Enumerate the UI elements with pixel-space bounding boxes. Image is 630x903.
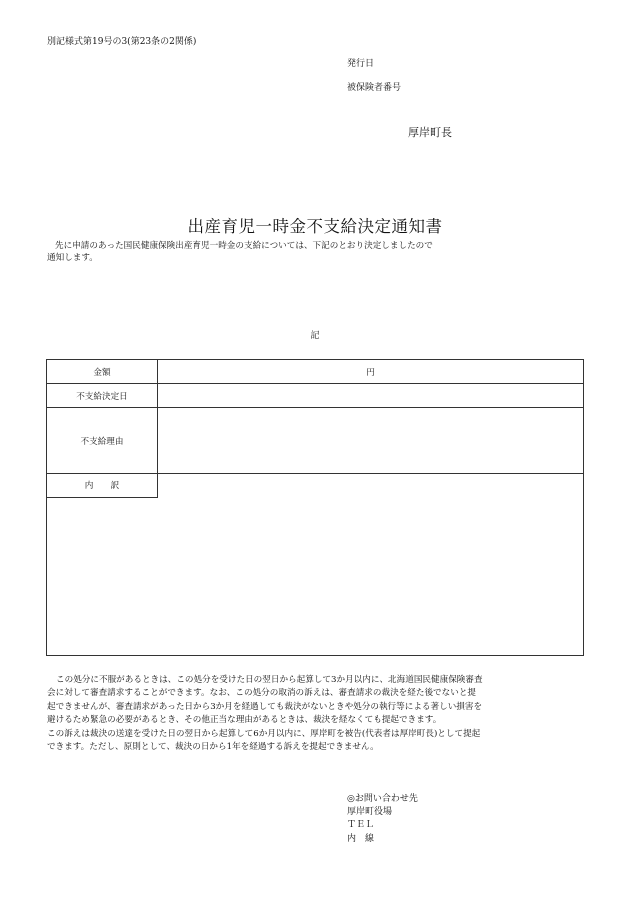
breakdown-cell [47,474,584,656]
amount-row [47,360,584,384]
breakdown-label: 内 訳 [47,474,158,498]
amount-label: 金額 [47,360,158,384]
reason-label: 不支給理由 [47,408,158,474]
insured-number-label: 被保険者番号 [347,83,402,93]
notice-line: できます。ただし、原則として、裁決の日から1年を経過する訴えを提起できません。 [47,742,379,753]
decision-date-label: 不支給決定日 [47,384,158,408]
intro-line-1: 先に申請のあった国民健康保険出産育児一時金の支給については、下記のとおり決定しましたので [55,241,433,251]
contact-tel: ＴＥＬ [347,820,375,831]
intro-text [47,240,517,264]
decision-date-row [47,384,584,408]
appeal-notice [47,674,552,754]
details-table [46,359,584,656]
contact-extension: 内 線 [347,833,375,844]
issuer-name: 厚岸町長 [408,126,452,139]
reason-row [47,408,584,474]
reason-value [158,408,584,474]
notice-line: 避けるため緊急の必要があるとき、その他正当な理由があるときは、裁決を経なくても提起できます。 [47,715,442,726]
amount-value: 円 [158,360,584,384]
breakdown-row [47,474,584,656]
document-title: 出産育児一時金不支給決定通知書 [187,217,443,236]
issue-date-label: 発行日 [347,59,375,69]
decision-date-value [158,384,584,408]
notice-line: 会に対して審査請求することができます。なお、この処分の取消の訴えは、審査請求の裁決を経た後でないと提 [47,688,477,699]
contact-block [347,793,418,846]
notice-line: この処分に不服があるときは、この処分を受けた日の翌日から起算して3か月以内に、北海道国民健康保険審査 [56,675,483,685]
notice-line: この訴えは裁決の送達を受けた日の翌日から起算して6か月以内に、厚岸町を被告(代表者は厚岸町長)として提起 [47,728,481,739]
contact-heading: ◎お問い合わせ先 [347,794,418,804]
intro-line-2: 通知します。 [47,253,98,263]
contact-office: 厚岸町役場 [347,807,393,818]
notice-line: 起できませんが、審査請求があった日から3か月を経過しても裁決がないときや処分の執行等による著しい損害を [47,701,483,712]
ki-label: 記 [310,331,320,341]
form-number: 別記様式第19号の3(第23条の2関係) [47,37,197,47]
